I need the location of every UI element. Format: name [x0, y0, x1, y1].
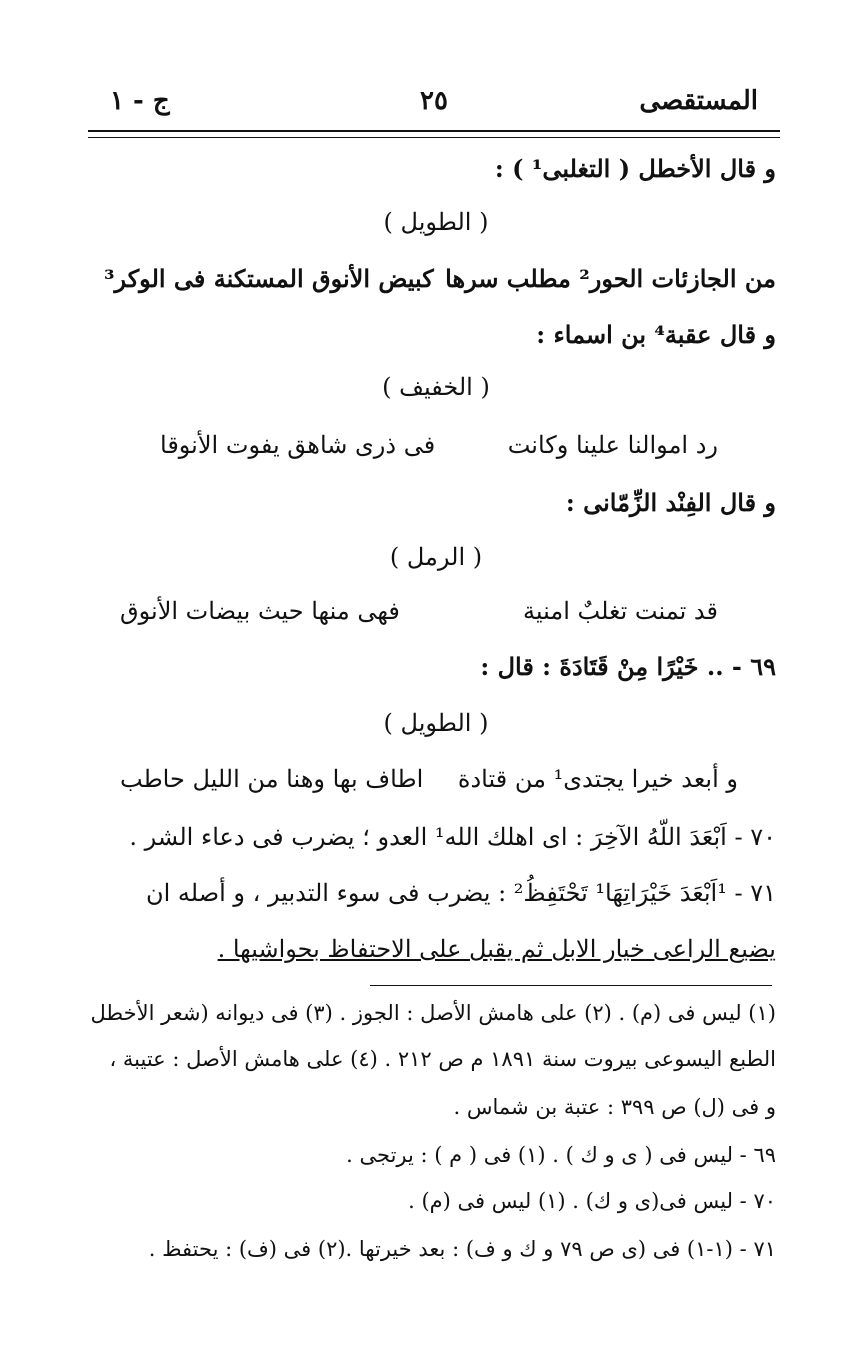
proverb-71: ٧١ - ¹اَبْعَدَ خَيْرَاتِهَا¹ تَحْتَفِظُ² : يضرب فى سوء التدبير ، و أصله ان [145, 879, 776, 907]
meter-label-tawil-1: ( الطويل ) [383, 208, 489, 236]
footnote-separator [370, 985, 772, 986]
proverb-69: ٦٩ - .. خَيْرًا مِنْ قَتَادَةَ : قال : [480, 652, 776, 681]
running-header [110, 80, 758, 128]
verse-find-first-hemistich: قد تمنت تغلبٌ امنية [523, 597, 718, 625]
intro-akhtal: و قال الأخطل ( التغلبى¹ ) : [494, 154, 776, 183]
footnote-70: ٧٠ - ليس فى(ى و ك) . (١) ليس فى (م) . [408, 1189, 776, 1213]
verse-uqba-first-hemistich: رد اموالنا علينا وكانت [507, 431, 718, 459]
meter-label-khafif: ( الخفيف ) [382, 373, 490, 401]
proverb-71-continuation: يضيع الراعى خيار الابل ثم يقبل على الاحتفاظ بحواشيها . [217, 935, 776, 963]
header-book-title: المستقصى [639, 86, 758, 116]
verse-akhtal-second-hemistich: كبيض الأنوق المستكنة فى الوكر³ [104, 264, 434, 293]
header-rule-thin [88, 137, 780, 138]
header-rule-thick [88, 130, 780, 132]
footnote-69: ٦٩ - ليس فى ( ى و ك ) . (١) فى ( م ) : يرتجى . [346, 1143, 776, 1167]
verse-qatada-second-hemistich: اطاف بها وهنا من الليل حاطب [120, 765, 424, 793]
verse-find-second-hemistich: فهى منها حيث بيضات الأنوق [120, 597, 400, 625]
page-number: ٢٥ [420, 86, 448, 116]
footnote-line-2: الطبع اليسوعى بيروت سنة ١٨٩١ م ص ٢١٢ . (٤) على هامش الأصل : عتيبة ، [109, 1047, 776, 1071]
verse-uqba-second-hemistich: فى ذرى شاهق يفوت الأنوقا [160, 431, 436, 459]
intro-find: و قال الفِنْد الزِّمّانى : [565, 488, 776, 517]
proverb-70: ٧٠ - اَبْعَدَ اللّهُ الآخِرَ : اى اهلك الله¹ العدو ؛ يضرب فى دعاء الشر . [129, 823, 776, 851]
intro-uqba: و قال عقبة⁴ بن اسماء : [536, 320, 776, 349]
verse-akhtal-first-hemistich: من الجازئات الحور² مطلب سرها [445, 264, 776, 293]
footnote-line-3: و فى (ل) ص ٣٩٩ : عتبة بن شماس . [453, 1095, 776, 1119]
meter-label-ramal: ( الرمل ) [389, 543, 483, 571]
meter-label-tawil-2: ( الطويل ) [383, 709, 489, 737]
volume-indicator: ج - ١ [110, 86, 170, 116]
footnote-71: ٧١ - (١-١) فى (ى ص ٧٩ و ك و ف) : بعد خيرتها .(٢) فى (ف) : يحتفظ . [148, 1237, 776, 1261]
verse-qatada-first-hemistich: و أبعد خيرا يجتدى¹ من قتادة [457, 765, 738, 793]
footnote-line-1: (١) ليس فى (م) . (٢) على هامش الأصل : الجوز . (٣) فى ديوانه (شعر الأخطل [90, 1001, 776, 1025]
